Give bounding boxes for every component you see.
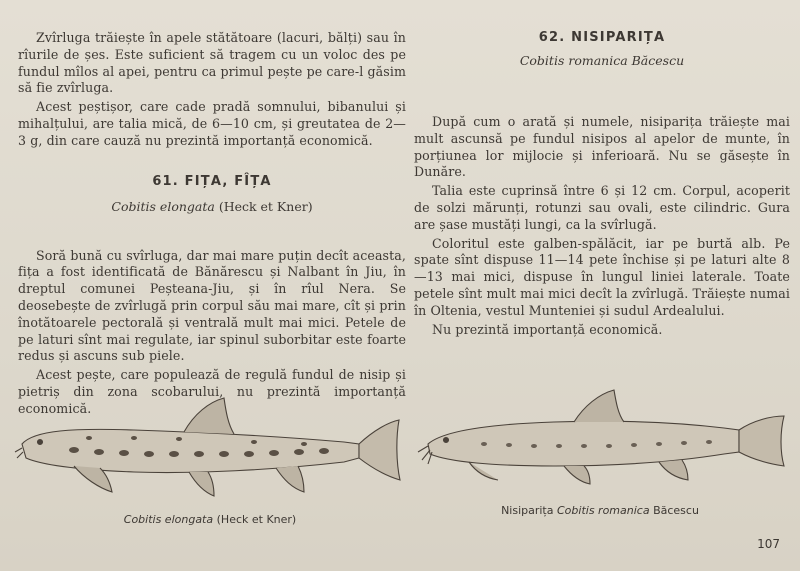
figure-caption-left — [110, 513, 310, 526]
body-paragraph-62-1: După cum o arată și numele, nisiparița trăiește mai mult ascunsă pe fundul nisipos al apelor de munte, în porțiunea lor mijlocie și inferioară. Nu se găsește în Dunăre. — [414, 114, 790, 180]
body-paragraph-62-3: Coloritul este galben-spălăcit, iar pe burtă alb. Pe spate sînt dispuse 11—14 pete închise și pe laturi alte 8—13 mai mici, dispuse în lungul liniei laterale. Toate petele sînt mult mai mici decît la zvîrlugă. Trăiește numai în Oltenia, vestul Munteniei și sudul Ardealului. — [414, 235, 790, 318]
body-paragraph-61-2: Acest pește, care populează de regulă fundul de nisip și pietriș din zona scobarului, nu prezintă importanță economică. — [18, 367, 406, 416]
figure-caption-right-name: Cobitis romanica — [557, 504, 650, 517]
page-number: 107 — [757, 537, 780, 551]
left-column — [18, 30, 406, 418]
figure-caption-right-authority: Băcescu — [653, 504, 699, 517]
intro-paragraph-2: Acest peștișor, care cade pradă somnului, bibanului și mihalțului, are talia mică, de 6—10 cm, și greutatea de 2—3 g, din care cauză nu prezintă importanță economică. — [18, 99, 406, 148]
cobitis-romanica-illustration — [414, 382, 790, 492]
scientific-name-62 — [414, 53, 790, 68]
right-column — [414, 30, 790, 338]
body-paragraph-62-2: Talia este cuprinsă între 6 și 12 cm. Corpul, acoperit de solzi mărunți, rotunzi sau ovali, este cilindric. Gura are șase mustăți lungi, ca la svîrlugă. — [414, 183, 790, 232]
scientific-name-61-authority: (Heck et Kner) — [218, 198, 313, 214]
section-heading-62: 62. NISIPARIȚA — [538, 30, 666, 45]
intro-paragraph-1: Zvîrluga trăiește în apele stătătoare (lacuri, bălți) sau în rîurile de șes. Este suficient să tragem cu un voloc des pe fundul mîlos al apei, pentru ca primul pește pe care-l găsim să fie zvîrluga. — [18, 30, 406, 96]
scientific-name-61 — [18, 199, 406, 214]
body-paragraph-62-4: Nu prezintă importanță economică. — [432, 321, 663, 337]
figure-caption-left-name: Cobitis elongata — [123, 513, 214, 526]
cobitis-elongata-illustration — [14, 392, 406, 502]
scientific-name-61-genus: Cobitis elongata — [111, 198, 215, 214]
figure-caption-right-common: Nisiparița — [501, 504, 554, 517]
section-heading-61: 61. FIȚA, FÎȚA — [152, 173, 272, 189]
scientific-name-62-text: Cobitis romanica Băcescu — [519, 53, 685, 68]
figure-caption-right — [470, 504, 730, 517]
body-paragraph-61-1: Soră bună cu svîrluga, dar mai mare puțin decît aceasta, fița a fost identificată de Bănărescu și Nalbant în Jiu, în dreptul comunei Peșteana-Jiu, și în rîul Nera. Se deosebește de zvîrlugă prin corpul său mai mare, cît și prin înotătoarele pectorală și ventrală mult mai mici. Petele de pe laturi sînt mai regulate, iar spinul suborbitar este foarte redus și ascuns sub piele. — [18, 247, 406, 364]
figure-caption-left-authority: (Heck et Kner) — [216, 513, 297, 526]
